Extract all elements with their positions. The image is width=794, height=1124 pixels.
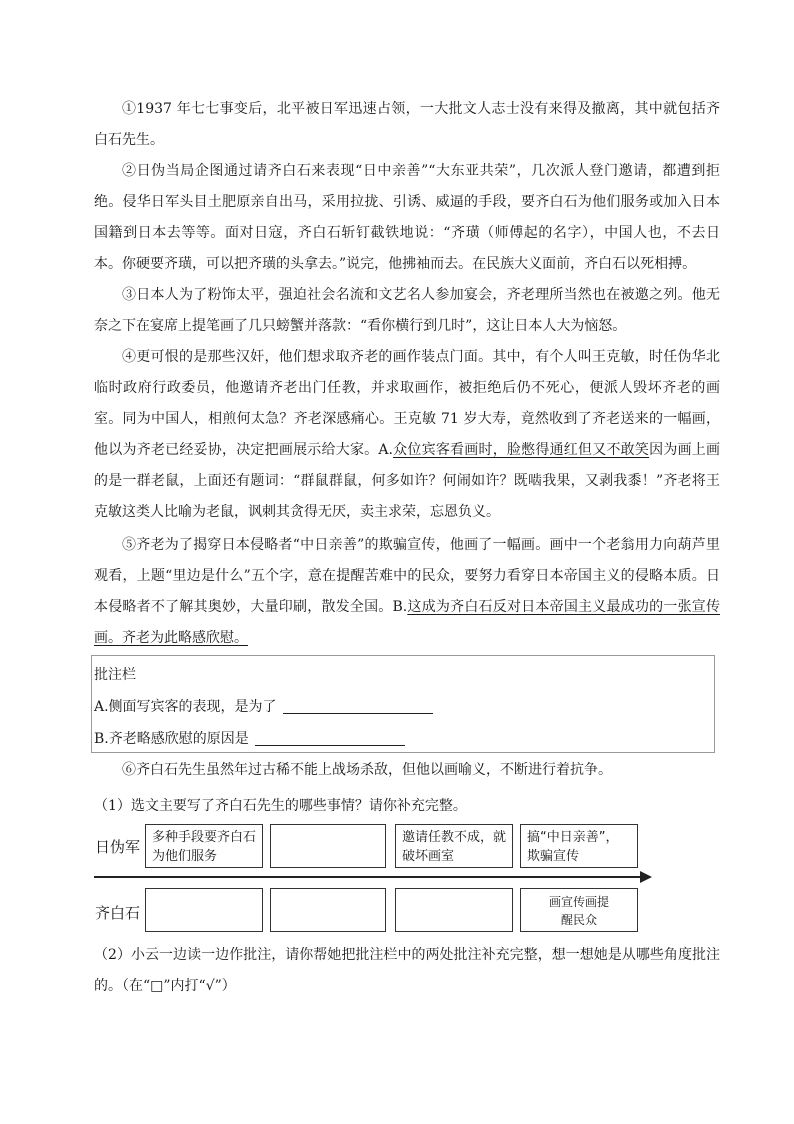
timeline-row2-box-3[interactable] [395, 888, 513, 932]
timeline-axis [94, 876, 642, 878]
timeline-row1-label: 日伪军 [95, 838, 141, 856]
paragraph-5 [94, 530, 720, 654]
annotation-b-blank[interactable] [255, 731, 405, 746]
paragraph-4-underlined: 众位宾客看画时，脸憋得通红但又不敢笑 [392, 442, 650, 458]
paragraph-4-text-b: 因为画上画的是一群老鼠，上面还有题词：“群鼠群鼠，何多如许？何闹如许？既啮我果，又剥我黍！”齐老将王克敏这类人比喻为老鼠，讽刺其贪得无厌，卖主求荣，忘恩负义。 [94, 442, 721, 520]
question-1: （1）选文主要写了齐白石先生的哪些事情？请你补充完整。 [94, 798, 467, 814]
timeline-row2-box-4: 画宣传画提醒民众 [520, 888, 638, 932]
paragraph-4-text-a: ④更可恨的是那些汉奸，他们想求取齐老的画作装点门面。其中，有个人叫王克敏，时任伪华北临时政府行政委员，他邀请齐老出门任教，并求取画作，被拒绝后仍不死心，便派人毁坏齐老的画室。同为中国人，相煎何太急？齐老深感痛心。王克敏 71 岁大寿，竟然收到了齐老送来的一幅画，他以为齐老已经妥协，决定把画展示给大家。A. [94, 349, 720, 458]
timeline-row1-box-3: 邀请任教不成，就破坏画室 [395, 824, 513, 868]
paragraph-5-text-a: ⑤齐老为了揭穿日本侵略者“中日亲善”的欺骗宣传，他画了一幅画。画中一个老翁用力向葫芦里观看，上题“里边是什么”五个字，意在提醒苦难中的民众，要努力看穿日本帝国主义的侵略本质。日本侵略者不了解其奥妙，大量印刷，散发全国。B. [94, 537, 720, 615]
paragraph-3: ③日本人为了粉饰太平，强迫社会名流和文艺名人参加宴会，齐老理所当然也在被邀之列。他无奈之下在宴席上提笔画了几只螃蟹并落款：“看你横行到几时”，这让日本人大为恼怒。 [94, 287, 720, 334]
annotation-a-blank[interactable] [283, 699, 433, 714]
paragraph-5-underlined: 这成为齐白石反对日本帝国主义最成功的一张宣传画。齐老为此略感欣慰。 [94, 599, 720, 646]
annotation-b [94, 728, 405, 748]
timeline-row2-box-1[interactable] [145, 888, 263, 932]
paragraph-6: ⑥齐白石先生虽然年过古稀不能上战场杀敌，但他以画喻义，不断进行着抗争。 [122, 762, 612, 778]
annotation-a [94, 696, 433, 716]
timeline-row2-box-2[interactable] [270, 888, 386, 932]
paragraph-4 [94, 342, 720, 528]
timeline-row1-box-4: 搞“中日亲善”，欺骗宣传 [520, 824, 638, 868]
paragraph-2: ②日伪当局企图通过请齐白石来表现“日中亲善”“大东亚共荣”，几次派人登门邀请，都遭到拒绝。侵华日军头目土肥原亲自出马，采用拉拢、引诱、威逼的手段，要齐白石为他们服务或加入日本国籍到日本去等等。面对日寇，齐白石斩钉截铁地说：“齐璜（师傅起的名字），中国人也，不去日本。你硬要齐璜，可以把齐璜的头拿去。”说完，他拂袖而去。在民族大义面前，齐白石以死相搏。 [94, 163, 720, 272]
question-2: （2）小云一边读一边作批注，请你帮她把批注栏中的两处批注补充完整，想一想她是从哪些角度批注的。（在“□”内打“√”） [94, 947, 720, 994]
annotation-a-label: A.侧面写宾客的表现，是为了 [94, 699, 277, 715]
timeline-row2-label: 齐白石 [95, 904, 141, 922]
annotation-box [91, 655, 715, 753]
timeline-arrowhead [640, 871, 652, 883]
timeline-row1-box-1: 多种手段要齐白石为他们服务 [145, 824, 263, 868]
annotation-b-label: B.齐老略感欣慰的原因是 [94, 731, 249, 747]
paragraph-1: ①1937 年七七事变后，北平被日军迅速占领，一大批文人志士没有来得及撤离，其中就包括齐白石先生。 [94, 101, 720, 148]
annotation-title: 批注栏 [94, 667, 136, 683]
timeline-row1-box-2[interactable] [270, 824, 386, 868]
